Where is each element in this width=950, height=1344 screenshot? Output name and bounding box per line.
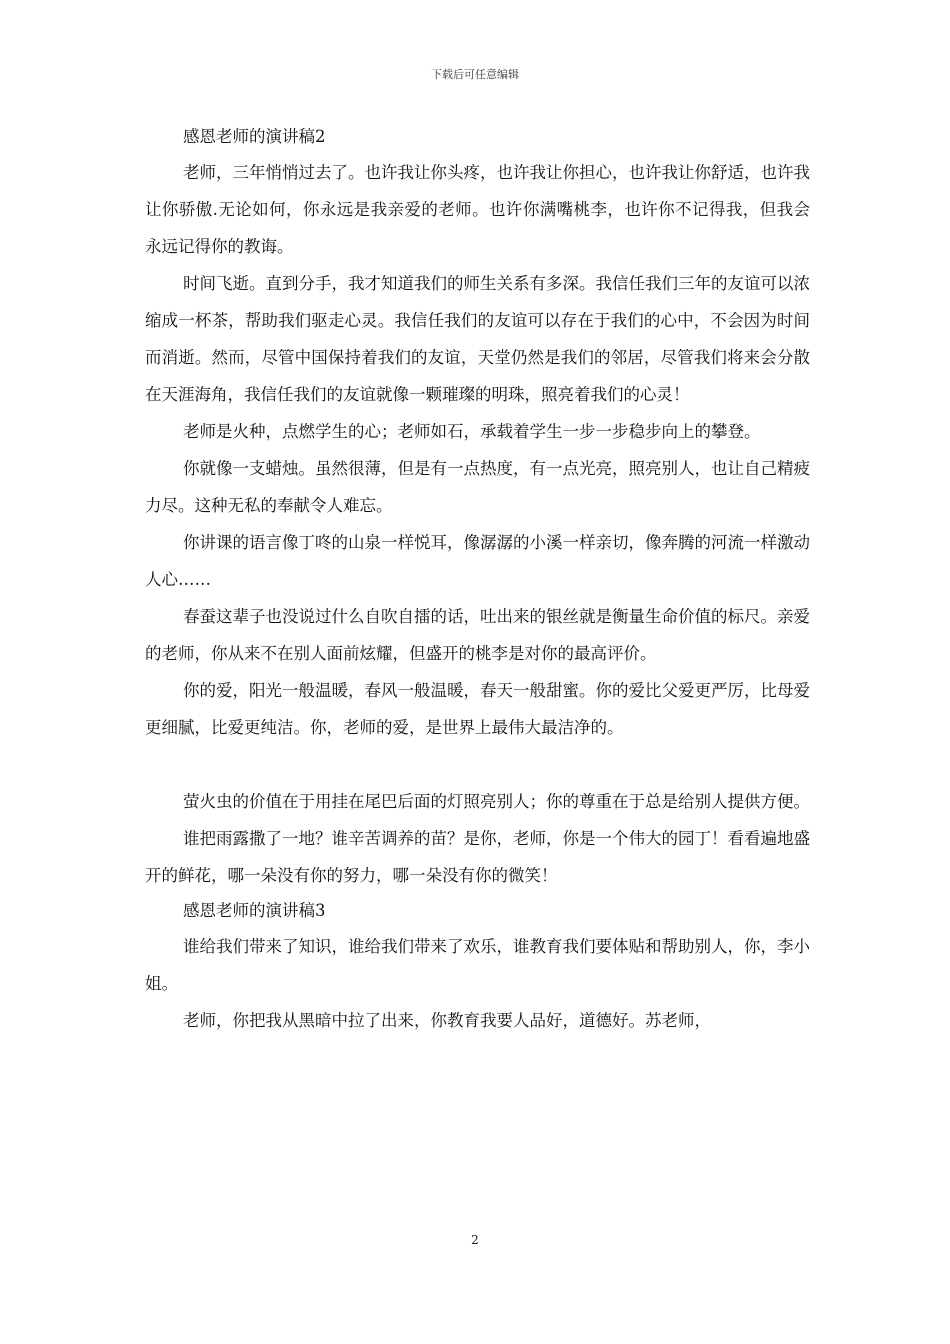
page-header: 下载后可任意编辑 bbox=[431, 68, 519, 81]
section-title: 感恩老师的演讲稿2 bbox=[183, 127, 326, 146]
page-number: 2 bbox=[471, 1233, 479, 1247]
paragraph: 你就像一支蜡烛。虽然很薄，但是有一点热度，有一点光亮，照亮别人，也让自己精疲力尽。这种无私的奉献令人难忘。 bbox=[145, 459, 810, 515]
paragraph: 时间飞逝。直到分手，我才知道我们的师生关系有多深。我信任我们三年的友谊可以浓缩成一杯茶，帮助我们驱走心灵。我信任我们的友谊可以存在于我们的心中，不会因为时间而消逝。然而，尽管中国保持着我们的友谊，天堂仍然是我们的邻居，尽管我们将来会分散在天涯海角，我信任我们的友谊就像一颗璀璨的明珠，照亮着我们的心灵！ bbox=[145, 274, 810, 404]
document-body bbox=[145, 120, 810, 1039]
paragraph: 谁给我们带来了知识，谁给我们带来了欢乐，谁教育我们要体贴和帮助别人，你，李小姐。 bbox=[145, 937, 810, 993]
paragraph: 老师是火种，点燃学生的心；老师如石，承载着学生一步一步稳步向上的攀登。 bbox=[183, 422, 761, 441]
paragraph: 老师，你把我从黑暗中拉了出来，你教育我要人品好，道德好。苏老师， bbox=[183, 1011, 711, 1030]
blank-line bbox=[145, 746, 810, 783]
paragraph: 你讲课的语言像丁咚的山泉一样悦耳，像潺潺的小溪一样亲切，像奔腾的河流一样激动人心…… bbox=[145, 533, 810, 589]
section-title: 感恩老师的演讲稿3 bbox=[183, 901, 326, 920]
paragraph: 你的爱，阳光一般温暖，春风一般温暖，春天一般甜蜜。你的爱比父爱更严厉，比母爱更细腻，比爱更纯洁。你，老师的爱，是世界上最伟大最洁净的。 bbox=[145, 681, 810, 737]
paragraph: 谁把雨露撒了一地？谁辛苦调养的苗？是你，老师，你是一个伟大的园丁！看看遍地盛开的鲜花，哪一朵没有你的努力，哪一朵没有你的微笑！ bbox=[145, 829, 810, 885]
paragraph: 春蚕这辈子也没说过什么自吹自擂的话，吐出来的银丝就是衡量生命价值的标尺。亲爱的老师，你从来不在别人面前炫耀，但盛开的桃李是对你的最高评价。 bbox=[145, 607, 810, 663]
paragraph: 老师，三年悄悄过去了。也许我让你头疼，也许我让你担心，也许我让你舒适，也许我让你骄傲.无论如何，你永远是我亲爱的老师。也许你满嘴桃李，也许你不记得我，但我会永远记得你的教诲。 bbox=[145, 163, 810, 256]
paragraph: 萤火虫的价值在于用挂在尾巴后面的灯照亮别人；你的尊重在于总是给别人提供方便。 bbox=[183, 792, 810, 811]
